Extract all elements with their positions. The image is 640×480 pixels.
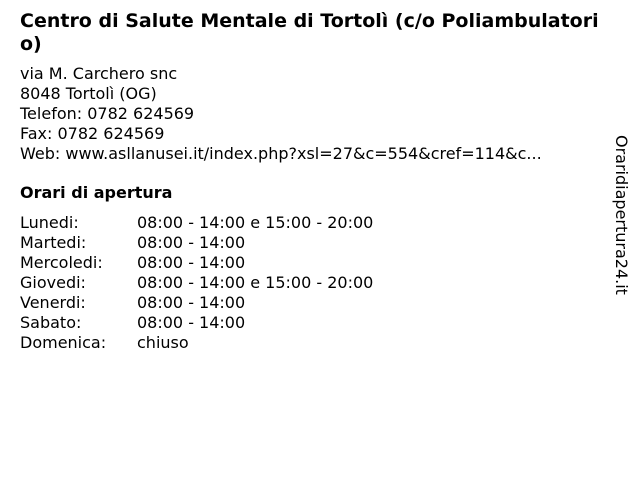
day-label: Lunedi: [20, 213, 79, 232]
site-watermark: Oraridiapertura24.it [612, 135, 631, 295]
hours-row-sunday [20, 333, 500, 353]
street-address: via M. Carchero snc [20, 64, 178, 83]
time-value: 08:00 - 14:00 [137, 233, 246, 252]
day-label: Venerdi: [20, 293, 86, 312]
day-label: Martedi: [20, 233, 87, 252]
phone-number: Telefon: 0782 624569 [20, 104, 195, 123]
hours-row-thursday [20, 273, 500, 293]
day-label: Sabato: [20, 313, 82, 332]
day-label: Domenica: [20, 333, 107, 352]
hours-row-friday [20, 293, 500, 313]
day-label: Mercoledi: [20, 253, 103, 272]
time-value: chiuso [137, 333, 189, 352]
page-title: Centro di Salute Mentale di Tortolì (c/o Poliambulatorio) [20, 10, 599, 55]
time-value: 08:00 - 14:00 e 15:00 - 20:00 [137, 213, 374, 232]
time-value: 08:00 - 14:00 [137, 293, 246, 312]
website-link[interactable]: Web: www.asllanusei.it/index.php?xsl=27&c=554&cref=114&c... [20, 144, 542, 163]
hours-row-wednesday [20, 253, 500, 273]
time-value: 08:00 - 14:00 [137, 253, 246, 272]
hours-row-tuesday [20, 233, 500, 253]
address-block [20, 64, 600, 164]
city-address: 8048 Tortolì (OG) [20, 84, 157, 103]
time-value: 08:00 - 14:00 [137, 313, 246, 332]
time-value: 08:00 - 14:00 e 15:00 - 20:00 [137, 273, 374, 292]
day-label: Giovedi: [20, 273, 86, 292]
fax-number: Fax: 0782 624569 [20, 124, 165, 143]
opening-hours-table [20, 213, 500, 353]
opening-hours-heading: Orari di apertura [20, 183, 173, 202]
hours-row-monday [20, 213, 500, 233]
hours-row-saturday [20, 313, 500, 333]
